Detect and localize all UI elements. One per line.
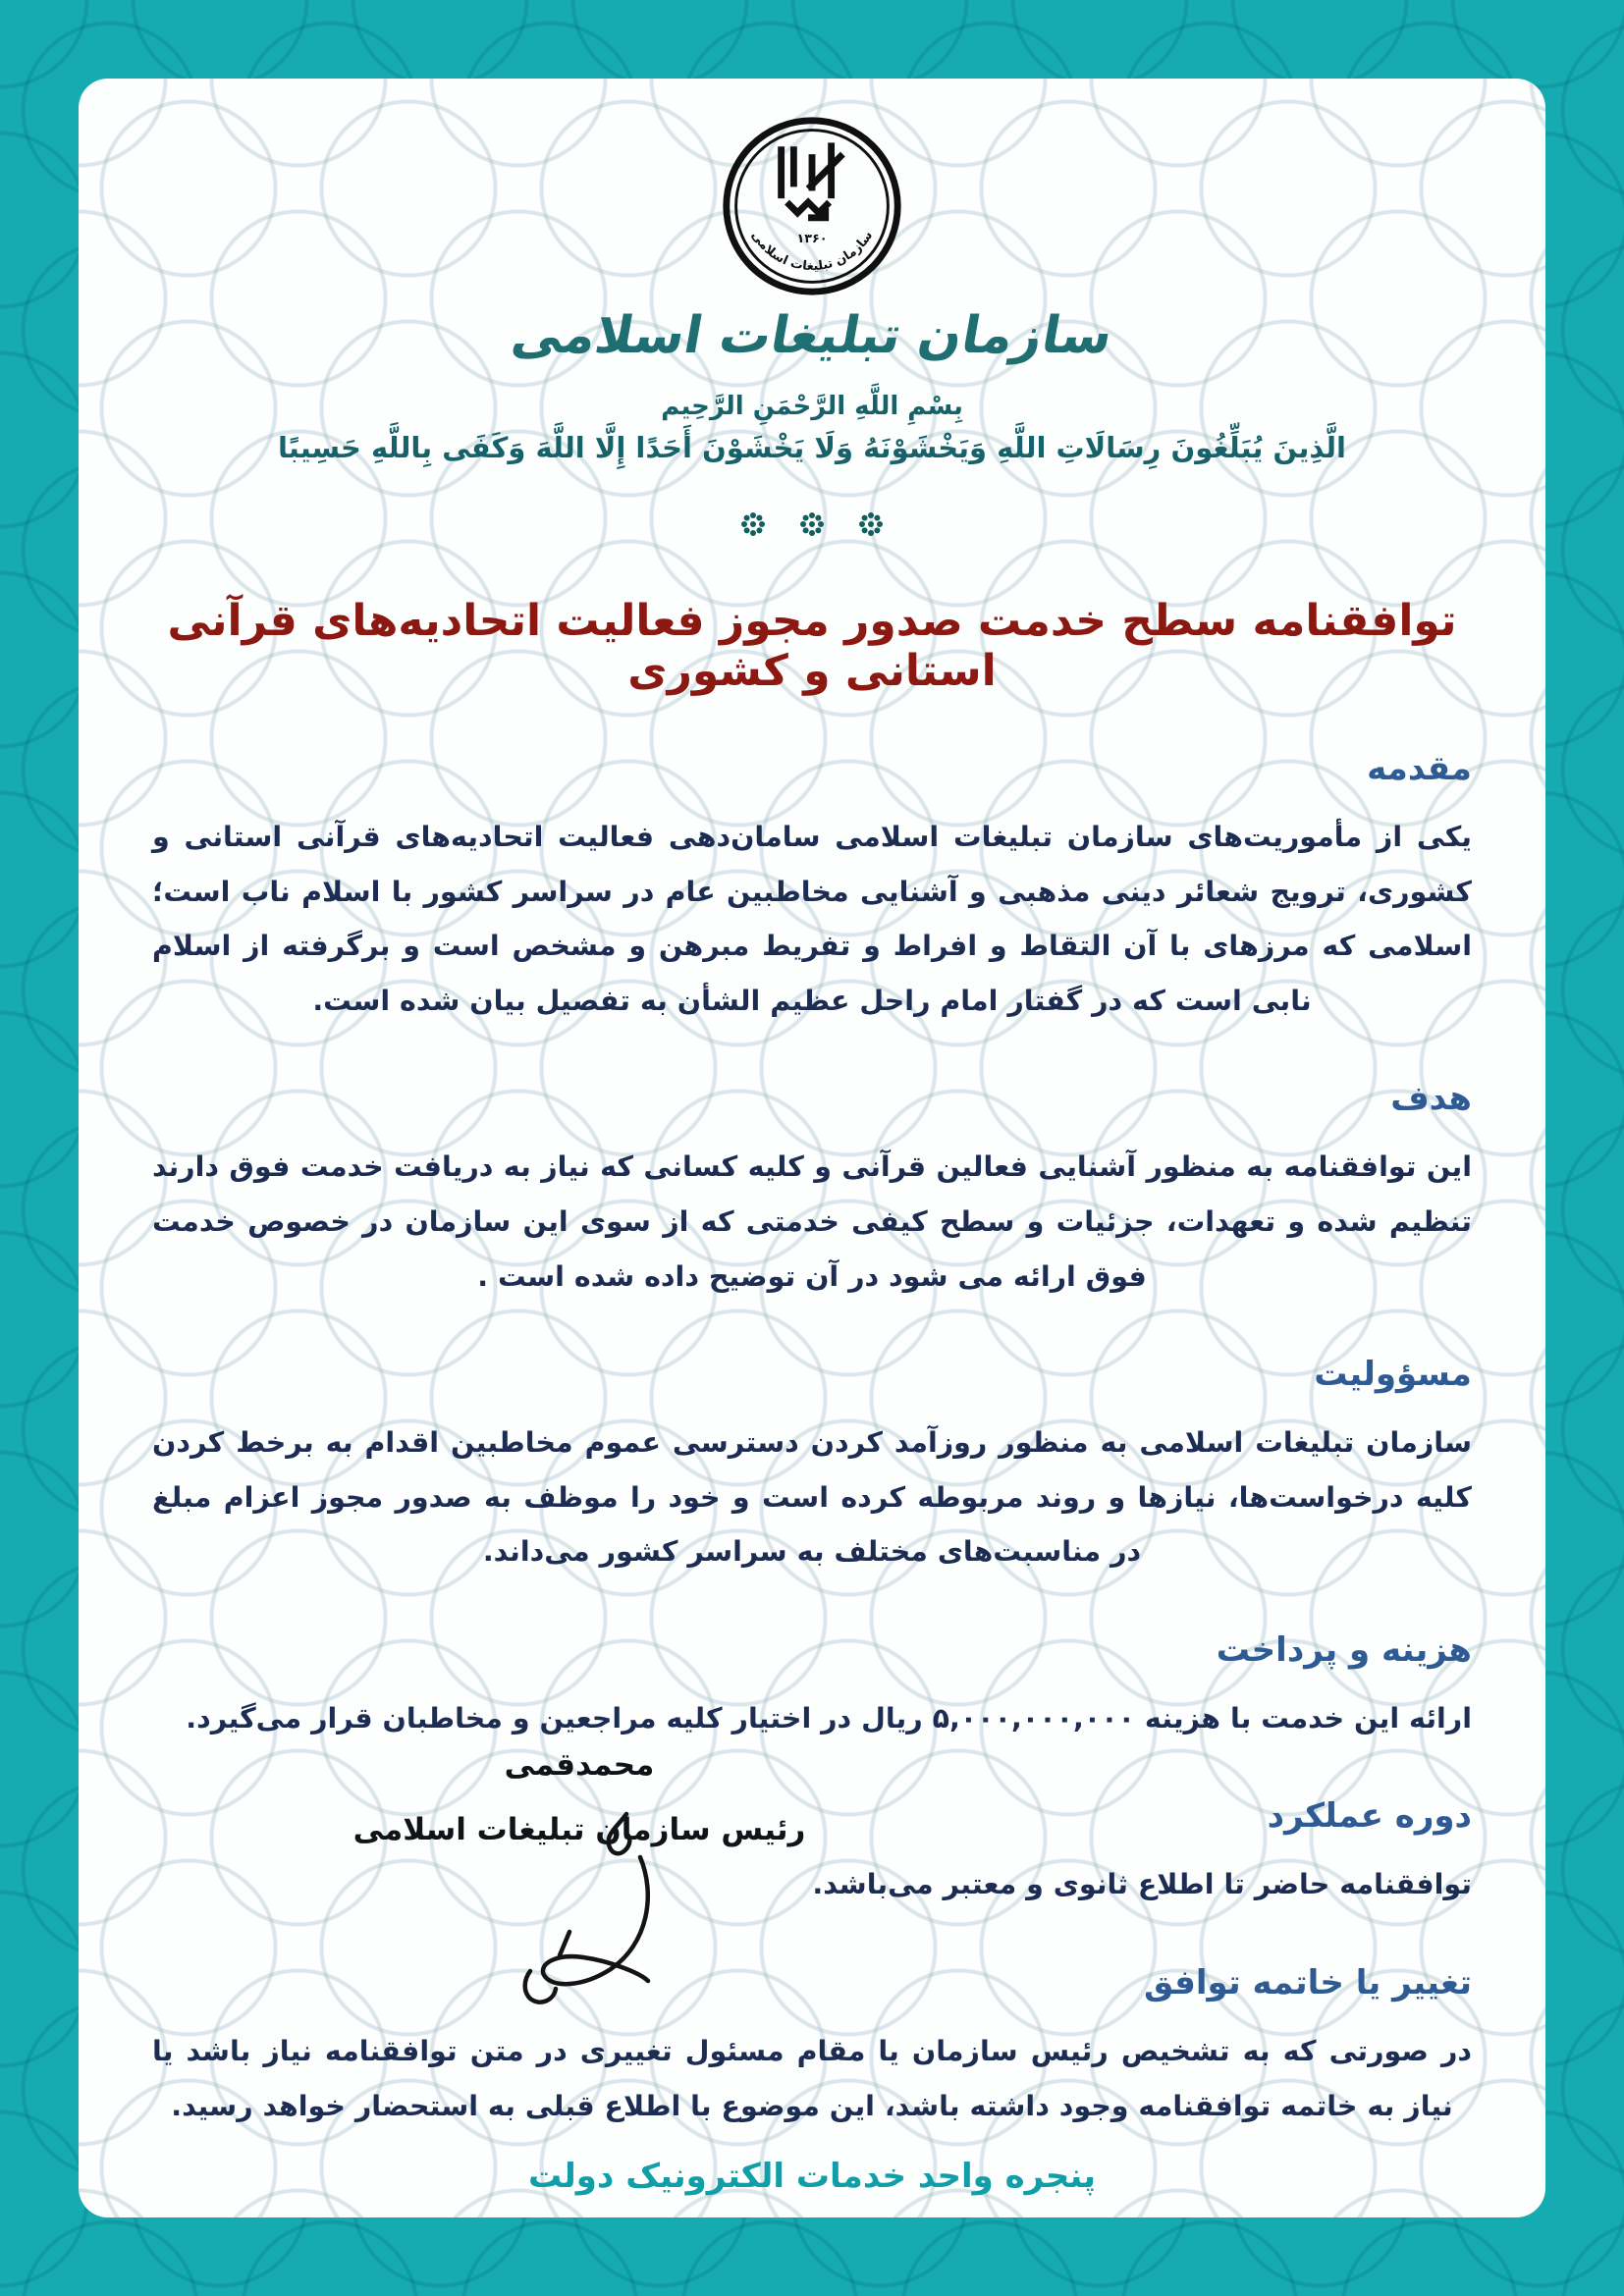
section-heading: تغییر یا خاتمه توافق xyxy=(1143,1962,1472,2002)
letterhead xyxy=(152,110,1472,541)
logo-arc-text: سازمان تبلیغات اسلامی xyxy=(747,228,877,275)
signatory-name: محمدقمی xyxy=(504,1747,655,1783)
section-body: این توافقنامه به منظور آشنایی فعالین قرآنی و کلیه کسانی که نیاز به دریافت خدمت فوق دارند تنظیم شده و تعهدات، جزئیات و سطح کیفی خدمتی که از سوی این سازمان در خصوص خدمت فوق ارائه می شود در آن توضیح داده شده است . xyxy=(152,1150,1472,1293)
signatory-role: رئیس سازمان تبلیغات اسلامی xyxy=(352,1812,806,1847)
section-heading: مقدمه xyxy=(1367,749,1472,789)
section-responsibility xyxy=(152,1355,1472,1579)
section-body: توافقنامه حاضر تا اطلاع ثانوی و معتبر می‌باشد. xyxy=(812,1868,1472,1901)
section-change-termination xyxy=(152,1963,1472,2133)
sections-container xyxy=(152,749,1472,2133)
section-heading: مسؤولیت xyxy=(1314,1355,1472,1395)
section-heading: هدف xyxy=(1390,1079,1472,1119)
three-stars-divider-icon xyxy=(719,507,905,541)
section-body: یکی از مأموریت‌های سازمان تبلیغات اسلامی سامان‌دهی فعالیت اتحادیه‌های قرآنی استانی و کشوری، ترویج شعائر دینی مذهبی و آشنایی مخاطبین عام در سراسر کشور با اسلام ناب است؛ اسلامی که مرزهای با آن التقاط و افراط و تفریط مبرهن و مشخص است و برگرفته از اسلام نابی است که در گفتار امام راحل عظیم الشأن به تفصیل بیان شده است. xyxy=(152,821,1472,1017)
bismillah-line: بِسْمِ اللَّهِ الرَّحْمَنِ الرَّحِيم xyxy=(661,392,963,422)
footer-service-window-label: پنجره واحد خدمات الکترونیک دولت xyxy=(528,2157,1096,2196)
section-body: ارائه این خدمت با هزینه ۵,۰۰۰,۰۰۰,۰۰۰ ریال در اختیار کلیه مراجعین و مخاطبان قرار می‌گیرد. xyxy=(186,1701,1472,1735)
letter-card xyxy=(79,79,1545,2217)
section-body: در صورتی که به تشخیص رئیس سازمان یا مقام مسئول تغییری در متن توافقنامه نیاز باشد یا نیاز به خاتمه توافقنامه وجود داشته باشد، این موضوع با اطلاع قبلی به استحضار خواهد رسید. xyxy=(152,2034,1472,2122)
signature-block xyxy=(304,1747,854,1847)
section-heading: هزینه و پرداخت xyxy=(1216,1629,1472,1670)
handwritten-signature-icon xyxy=(501,1806,717,2032)
section-heading: دوره عملکرد xyxy=(1267,1796,1472,1837)
logo-year: ۱۳۶۰ xyxy=(796,232,828,247)
kufic-allah-motif xyxy=(782,142,843,217)
document-title: توافقنامه سطح خدمت صدور مجوز فعالیت اتحادیه‌های قرآنی استانی و کشوری xyxy=(167,596,1457,697)
organization-calligraphy-signature: سازمان تبلیغات اسلامی xyxy=(507,306,1117,365)
section-cost-payment xyxy=(152,1630,1472,1746)
quran-verse-line: الَّذِينَ يُبَلِّغُونَ رِسَالَاتِ اللَّهِ وَيَخْشَوْنَهُ وَلَا يَخْشَوْنَ أَحَدًا إِلَّا اللَّهَ وَكَفَى بِاللَّهِ حَسِيبًا xyxy=(277,431,1346,465)
section-body: سازمان تبلیغات اسلامی به منظور روزآمد کردن دسترسی عموم مخاطبین اقدام به برخط کردن کلیه درخواست‌ها، نیازها و روند مربوطه کرده است و خود را موظف به صدور مجوز اعزام مبلغ در مناسبت‌های مختلف به سراسر کشور می‌داند. xyxy=(152,1426,1472,1569)
section-goal xyxy=(152,1079,1472,1304)
section-introduction xyxy=(152,749,1472,1028)
organization-seal-logo-icon xyxy=(716,110,908,302)
